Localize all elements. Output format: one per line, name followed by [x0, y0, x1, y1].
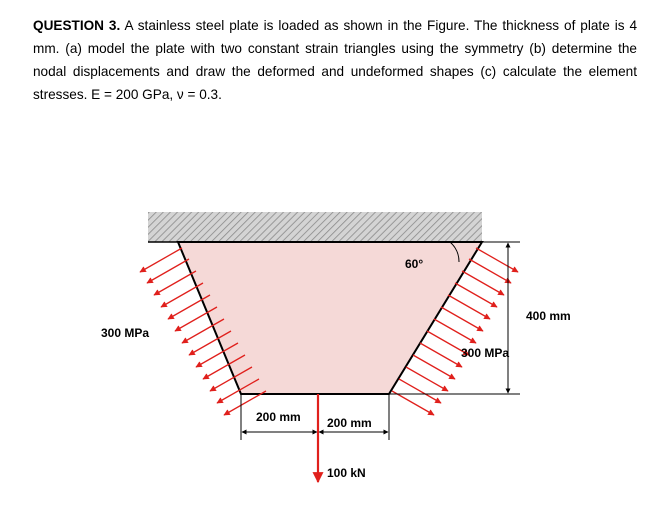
right-stress-label: 300 MPa	[461, 346, 510, 360]
plate-shape	[178, 242, 482, 394]
left-stress-label: 300 MPa	[101, 326, 150, 340]
load-label: 100 kN	[327, 466, 366, 480]
angle-label: 60°	[405, 257, 424, 271]
height-label: 400 mm	[526, 309, 571, 323]
question-number: QUESTION 3.	[33, 18, 121, 33]
question-body: A stainless steel plate is loaded as shown in the Figure. The thickness of plate is 4 mm. (a) model the plate with two constant strain triangles using the symmetry (b) determine the nodal displacements and draw the deformed and undeformed shapes (c) calculate the element stresses. E = 200 GPa, ν = 0.3.	[33, 18, 638, 102]
bottom-right-width-label: 200 mm	[327, 416, 372, 430]
bottom-left-width-label: 200 mm	[256, 410, 301, 424]
fixed-support-hatch	[148, 212, 482, 242]
